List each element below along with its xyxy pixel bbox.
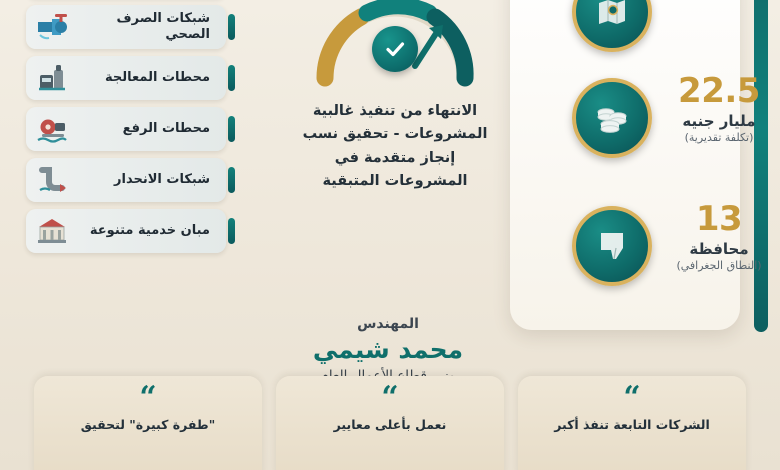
quote-card xyxy=(34,376,262,470)
service-item-service-buildings[interactable] xyxy=(26,209,226,253)
up-arrow-icon xyxy=(415,25,443,66)
pump-station-icon xyxy=(32,111,72,147)
service-label: محطات المعالجة xyxy=(105,69,210,85)
treatment-plant-icon xyxy=(32,60,72,96)
stat-value: 13 xyxy=(695,199,743,239)
progress-summary xyxy=(300,0,490,194)
stat-unit: محافظة xyxy=(689,239,749,258)
gravity-pipe-icon xyxy=(32,162,72,198)
quote-mark-icon: “ xyxy=(381,380,399,415)
quote-text: "طفرة كبيرة" لتحقيق xyxy=(80,417,216,432)
quote-cards xyxy=(0,376,780,470)
quote-text: الشركات التابعة تنفذ أكبر xyxy=(554,417,710,432)
stat-value: 22.5 xyxy=(678,71,760,111)
quote-card xyxy=(518,376,746,470)
stat-unit: مليار جنيه xyxy=(682,111,756,130)
quote-mark-icon: “ xyxy=(623,380,641,415)
minister-title-prefix: المهندس xyxy=(357,316,419,332)
progress-gauge-icon xyxy=(311,0,479,90)
service-label: محطات الرفع xyxy=(122,120,210,136)
service-label: شبكات الانحدار xyxy=(114,171,210,187)
service-item-pump-stations[interactable] xyxy=(26,107,226,151)
coins-stack-icon xyxy=(572,78,652,158)
pipe-valve-icon xyxy=(32,9,72,45)
quote-text: نعمل بأعلى معايير xyxy=(333,417,447,432)
service-label: مبان خدمية متنوعة xyxy=(89,222,210,238)
egypt-map-icon xyxy=(572,206,652,286)
service-building-icon xyxy=(32,213,72,249)
minister-block xyxy=(248,316,528,384)
service-label: شبكات الصرف الصحي xyxy=(116,10,210,42)
stat-note: (النطاق الجغرافي) xyxy=(676,259,762,273)
services-list xyxy=(26,0,226,260)
map-pin-icon xyxy=(572,0,652,52)
service-item-gravity-networks[interactable] xyxy=(26,158,226,202)
stat-card-governorates xyxy=(550,200,780,304)
check-circle-icon xyxy=(372,26,418,72)
quote-card xyxy=(276,376,504,470)
progress-caption: الانتهاء من تنفيذ غالبية المشروعات - تحقيق نسب إنجاز متقدمة في المشروعات المتبقية xyxy=(302,103,488,190)
stat-note: (تكلفة تقديرية) xyxy=(684,131,754,145)
minister-name: محمد شيمي xyxy=(312,335,464,364)
service-item-sewage-networks[interactable] xyxy=(26,5,226,49)
quote-mark-icon: “ xyxy=(139,380,157,415)
stat-card-cost xyxy=(550,72,780,176)
stat-card-projects xyxy=(550,0,780,70)
service-item-treatment-plants[interactable] xyxy=(26,56,226,100)
